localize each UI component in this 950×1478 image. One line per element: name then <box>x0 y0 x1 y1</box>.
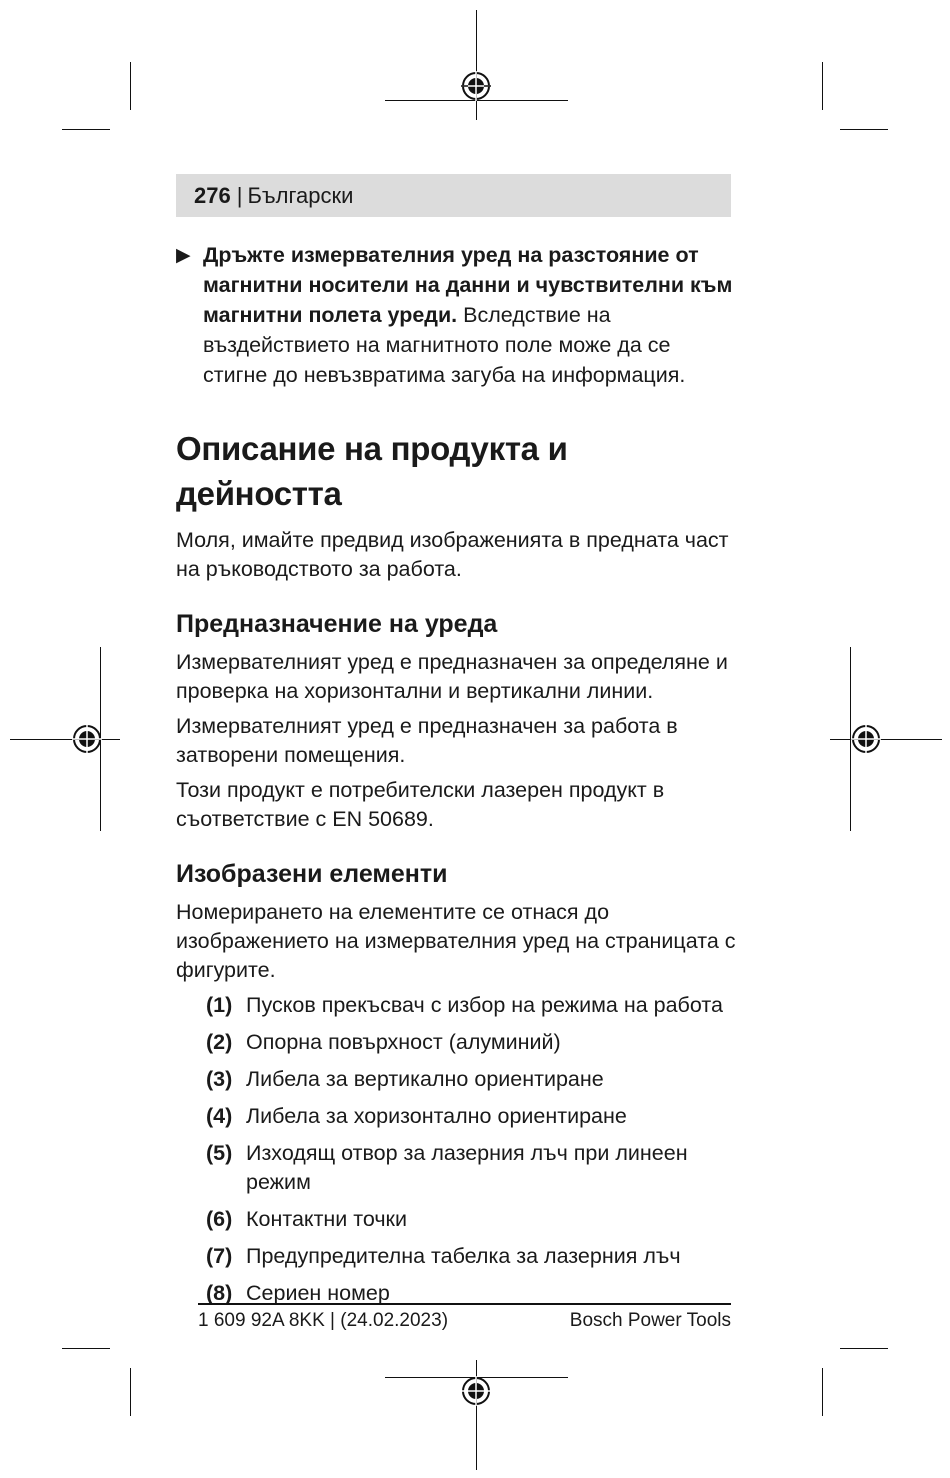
item-number: (4) <box>206 1104 233 1128</box>
list-item <box>176 1065 736 1094</box>
page-footer <box>198 1303 731 1332</box>
purpose-paragraph-3: Този продукт е потребителски лазерен продукт в съответствие с EN 50689. <box>176 778 665 831</box>
registration-mark-icon <box>461 71 491 101</box>
page-content <box>176 240 736 1316</box>
item-label: Предупредителна табелка за лазерния лъч <box>246 1244 681 1268</box>
item-label: Либела за хоризонтално ориентиране <box>246 1104 627 1128</box>
list-item <box>176 1028 736 1057</box>
page-number: 276 <box>194 182 231 208</box>
item-label: Контактни точки <box>246 1207 407 1231</box>
item-label: Опорна повърхност (алуминий) <box>246 1030 561 1054</box>
triangle-bullet-icon: ▶ <box>176 245 191 266</box>
purpose-paragraph-1: Измервателният уред е предназначен за определяне и проверка на хоризонтални и вертикални линии. <box>176 650 728 703</box>
elements-intro: Номерирането на елементите се отнася до изображението на измервателния уред на страницата с фигурите. <box>176 900 736 982</box>
purpose-heading: Предназначение на уреда <box>176 610 498 638</box>
section-title: Описание на продукта и дейността <box>176 430 568 512</box>
header-language: Български <box>247 182 354 208</box>
registration-mark-icon <box>851 724 881 754</box>
list-item <box>176 1242 736 1271</box>
section-intro: Моля, имайте предвид изображенията в предната част на ръководството за работа. <box>176 528 729 581</box>
page-header <box>176 174 731 217</box>
item-number: (1) <box>206 993 233 1017</box>
item-number: (8) <box>206 1281 233 1305</box>
item-number: (5) <box>206 1141 233 1165</box>
item-label: Пусков прекъсвач с избор на режима на работа <box>246 993 723 1017</box>
item-number: (2) <box>206 1030 233 1054</box>
warning-note <box>176 240 736 390</box>
registration-mark-icon <box>461 1376 491 1406</box>
item-label: Сериен номер <box>246 1281 390 1305</box>
item-label: Изходящ отвор за лазерния лъч при линеен режим <box>246 1141 688 1194</box>
elements-heading: Изобразени елементи <box>176 860 448 888</box>
item-number: (3) <box>206 1067 233 1091</box>
list-item <box>176 1102 736 1131</box>
header-separator: | <box>236 182 243 208</box>
registration-mark-icon <box>72 724 102 754</box>
list-item <box>176 1205 736 1234</box>
warning-bold-text: Дръжте измервателния уред на разстояние от магнитни носители на данни и чувствителни към магнитни полета уреди. <box>203 243 733 327</box>
item-number: (6) <box>206 1207 233 1231</box>
item-number: (7) <box>206 1244 233 1268</box>
list-item <box>176 991 736 1020</box>
warning-text: Вследствие на въздействието на магнитното поле може да се стигне до невъзвратима загуба на информация. <box>203 303 686 387</box>
item-label: Либела за вертикално ориентиране <box>246 1067 604 1091</box>
purpose-paragraph-2: Измервателният уред е предназначен за работа в затворени помещения. <box>176 714 678 767</box>
footer-brand: Bosch Power Tools <box>569 1310 731 1331</box>
footer-doc-id: 1 609 92A 8KK | (24.02.2023) <box>198 1310 449 1331</box>
elements-list <box>176 991 736 1308</box>
list-item <box>176 1139 736 1197</box>
